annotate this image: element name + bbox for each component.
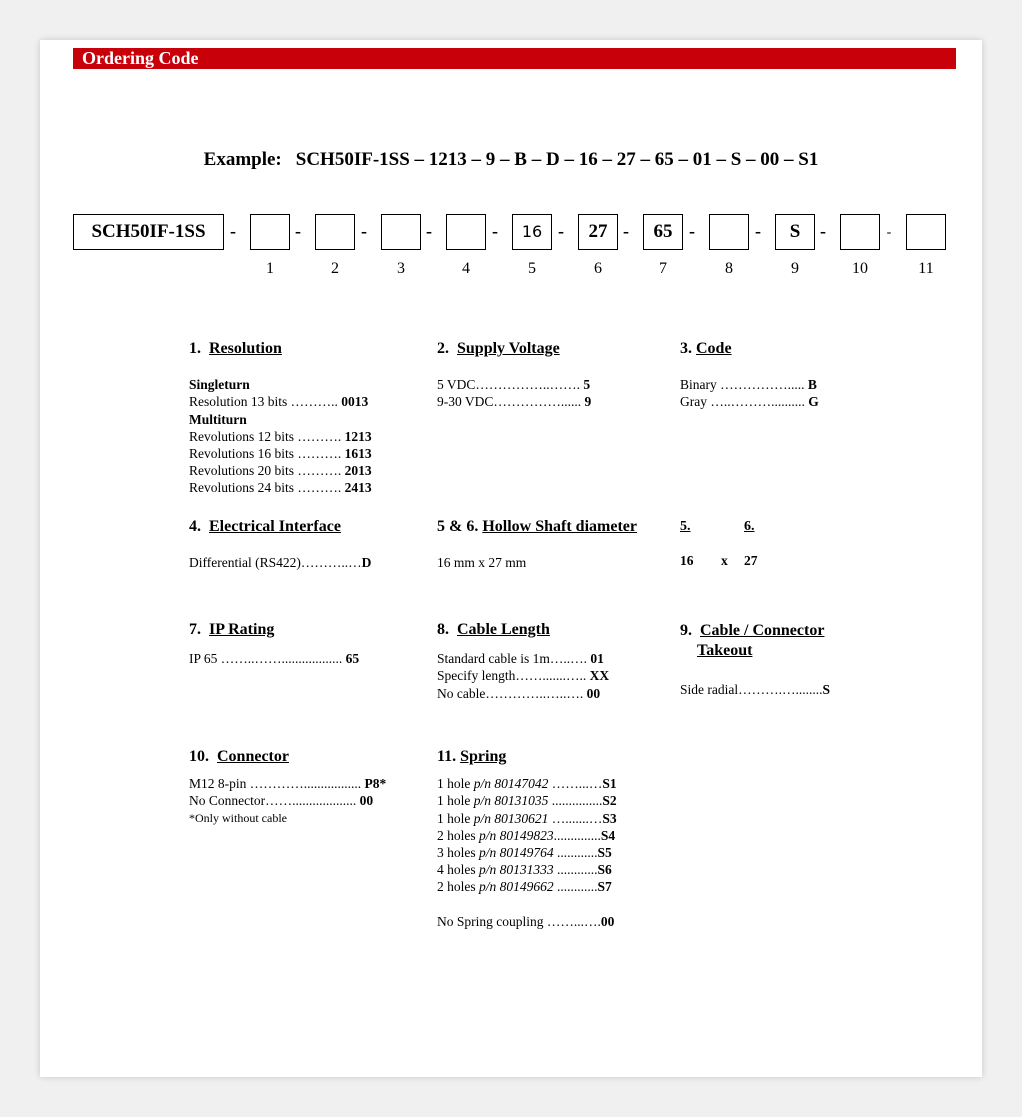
shaft-dimensions: 16 mm x 27 mm — [437, 555, 527, 571]
code-position-11: 11 — [918, 260, 934, 277]
code-box-10 — [840, 214, 880, 250]
spring-row: 2 holes p/n 80149823..............S4 — [437, 827, 616, 843]
section-heading: 4. Electrical Interface — [189, 518, 341, 535]
voltage-row: 5 VDC……………..……. 5 — [437, 377, 591, 393]
section-heading: 5 & 6. Hollow Shaft diameter — [437, 518, 637, 535]
code-box-3 — [381, 214, 421, 250]
voltage-row: 9-30 VDC……………...... 9 — [437, 394, 592, 410]
code-dash: - — [623, 221, 629, 241]
section-heading: 2. Supply Voltage — [437, 340, 560, 357]
shaft-6-value: 27 — [744, 553, 758, 568]
shaft-6-heading: 6. — [744, 519, 755, 534]
resolution-row: Revolutions 12 bits ………. 1213 — [189, 428, 372, 444]
code-box-1 — [250, 214, 290, 250]
code-dash: - — [426, 221, 432, 241]
code-position-8: 8 — [725, 260, 733, 277]
section-ip-rating — [189, 621, 359, 667]
section-shaft-values — [680, 518, 800, 569]
singleturn-label: Singleturn — [189, 377, 250, 393]
code-dash: - — [361, 221, 367, 241]
cable-length-row: Specify length…….......….. XX — [437, 668, 610, 684]
spring-row: 1 hole p/n 80131035 ...............S2 — [437, 793, 617, 809]
spring-row: 2 holes p/n 80149662 ............S7 — [437, 879, 612, 895]
section-cable-length — [437, 621, 609, 702]
code-position-10: 10 — [852, 260, 868, 277]
section-heading-line2: Takeout — [697, 642, 753, 659]
resolution-row: Revolutions 24 bits ………. 2413 — [189, 480, 372, 496]
section-heading: 1. Resolution — [189, 340, 282, 357]
example-code: SCH50IF-1SS – 1213 – 9 – B – D – 16 – 27 – 65 – 01 – S – 00 – S1 — [295, 149, 819, 170]
code-prefix-box: SCH50IF-1SS — [73, 214, 224, 250]
section-heading: 11. Spring — [437, 748, 507, 765]
code-position-2: 2 — [331, 260, 339, 277]
section-heading: 3. Code — [680, 340, 732, 357]
code-row: Binary ……………..... B — [680, 377, 817, 393]
code-position-7: 7 — [659, 260, 667, 277]
code-position-5: 5 — [528, 260, 536, 277]
code-position-9: 9 — [791, 260, 799, 277]
code-box-2 — [315, 214, 355, 250]
interface-row: Differential (RS422)………..…D — [189, 555, 372, 571]
code-box-8 — [709, 214, 749, 250]
spring-row: 1 hole p/n 80147042 ……...…S1 — [437, 776, 617, 792]
spring-row: 1 hole p/n 80130621 ….......…S3 — [437, 810, 617, 826]
resolution-row: Revolutions 16 bits ………. 1613 — [189, 446, 372, 462]
resolution-row: Resolution 13 bits ……….. 0013 — [189, 394, 369, 410]
spring-none-row: No Spring coupling ……...….00 — [437, 913, 615, 929]
example-line — [40, 149, 982, 171]
code-box-5: 16 — [512, 214, 552, 250]
shaft-5-value: 16 — [680, 553, 694, 568]
code-dash: - — [820, 221, 826, 241]
ip-row: IP 65 ……..…….................. 65 — [189, 651, 360, 667]
section-heading: 8. Cable Length — [437, 621, 550, 638]
code-box-9: S — [775, 214, 815, 250]
connector-row: No Connector……................... 00 — [189, 793, 374, 809]
document-page — [40, 40, 982, 1077]
section-hollow-shaft — [437, 518, 637, 571]
connector-row: M12 8-pin …………................. P8* — [189, 776, 387, 792]
shaft-x: x — [721, 553, 728, 568]
shaft-5-heading: 5. — [680, 519, 691, 534]
code-position-3: 3 — [397, 260, 405, 277]
cable-length-row: Standard cable is 1m…..…. 01 — [437, 651, 604, 667]
code-dash: - — [755, 221, 761, 241]
resolution-row: Revolutions 20 bits ………. 2013 — [189, 463, 372, 479]
code-box-11 — [906, 214, 946, 250]
section-banner: Ordering Code — [73, 48, 956, 69]
code-dash: - — [492, 221, 498, 241]
section-code — [680, 340, 819, 411]
code-box-7: 65 — [643, 214, 683, 250]
section-spring — [437, 748, 617, 930]
spring-row: 4 holes p/n 80131333 ............S6 — [437, 862, 612, 878]
connector-note: *Only without cable — [189, 810, 287, 825]
section-connector — [189, 748, 386, 827]
section-electrical-interface — [189, 518, 371, 571]
code-row: Gray …..……….......... G — [680, 394, 819, 410]
example-label: Example: — [203, 149, 282, 170]
code-dash: - — [230, 221, 236, 241]
spring-row: 3 holes p/n 80149764 ............S5 — [437, 845, 612, 861]
code-box-6: 27 — [578, 214, 618, 250]
code-dash: - — [558, 221, 564, 241]
section-heading: 7. IP Rating — [189, 621, 275, 638]
code-dash: - — [886, 225, 892, 240]
section-resolution — [189, 340, 372, 497]
code-position-6: 6 — [594, 260, 602, 277]
section-heading: 10. Connector — [189, 748, 289, 765]
code-dash: - — [295, 221, 301, 241]
code-box-4 — [446, 214, 486, 250]
code-position-4: 4 — [462, 260, 470, 277]
takeout-row: Side radial……….…........S — [680, 682, 830, 697]
code-position-1: 1 — [266, 260, 274, 277]
section-cable-connector — [680, 621, 830, 698]
code-dash: - — [689, 221, 695, 241]
multiturn-label: Multiturn — [189, 411, 247, 427]
section-supply-voltage — [437, 340, 591, 411]
section-heading: 9. Cable / Connector — [680, 622, 825, 639]
cable-length-row: No cable…………..…..…. 00 — [437, 685, 601, 701]
